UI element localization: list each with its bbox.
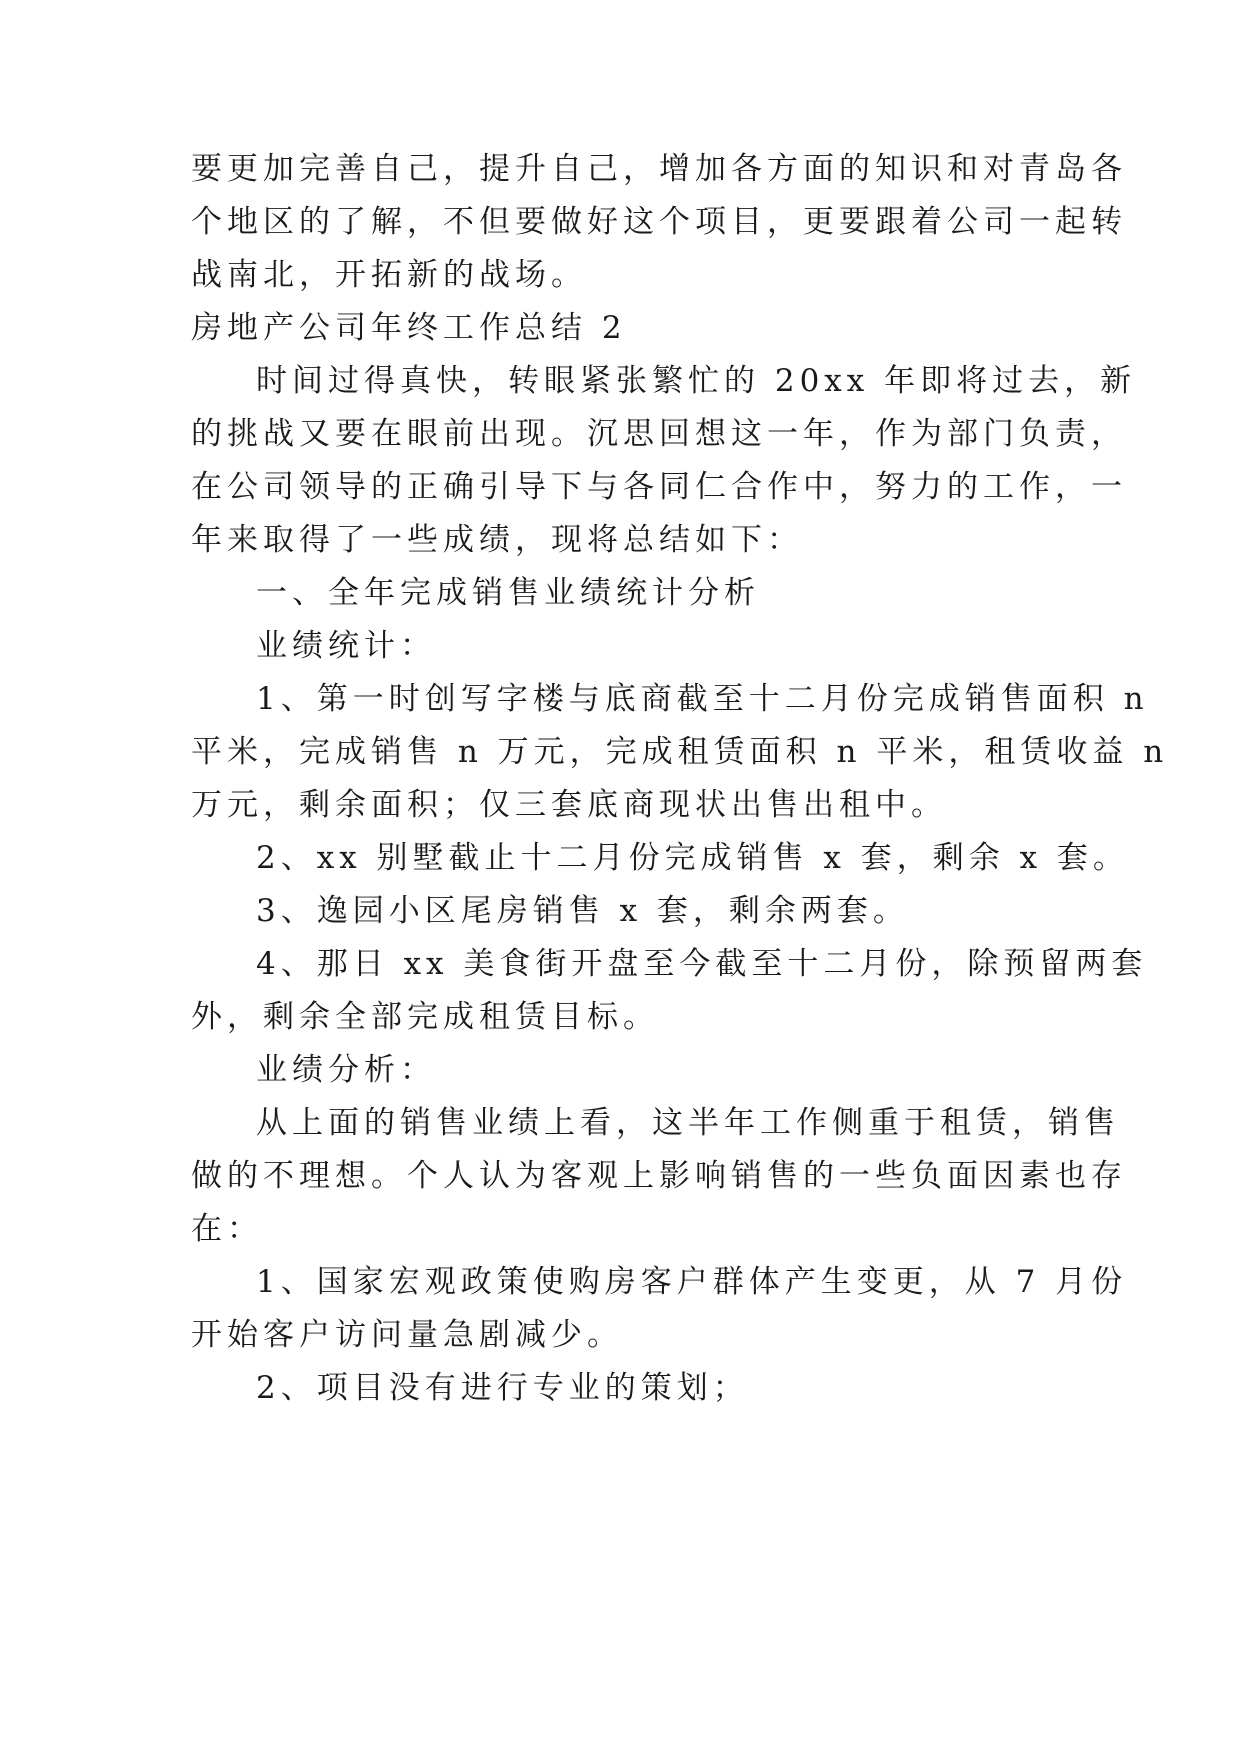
paragraph-line: 从上面的销售业绩上看，这半年工作侧重于租赁，销售 — [256, 1105, 1120, 1141]
list-item-line: 平米，完成销售 n 万元，完成租赁面积 n 平米，租赁收益 n — [191, 734, 1169, 770]
paragraph-line: 在公司领导的正确引导下与各同仁合作中，努力的工作，一 — [191, 469, 1127, 505]
paragraph-line: 时间过得真快，转眼紧张繁忙的 20xx 年即将过去，新 — [256, 363, 1137, 399]
list-item-line: 3、逸园小区尾房销售 x 套，剩余两套。 — [256, 893, 909, 929]
paragraph-line: 年来取得了一些成绩，现将总结如下： — [191, 522, 803, 558]
list-item-line: 1、第一时创写字楼与底商截至十二月份完成销售面积 n — [256, 681, 1149, 717]
paragraph-line: 要更加完善自己，提升自己，增加各方面的知识和对青岛各 — [191, 151, 1127, 187]
list-item-line: 开始客户访问量急剧减少。 — [191, 1317, 623, 1353]
list-item-line: 1、国家宏观政策使购房客户群体产生变更，从 7 月份 — [256, 1264, 1128, 1300]
section-heading: 房地产公司年终工作总结 2 — [191, 310, 627, 346]
subsection-label: 业绩分析： — [256, 1052, 436, 1088]
paragraph-line: 个地区的了解，不但要做好这个项目，更要跟着公司一起转 — [191, 204, 1127, 240]
paragraph-line: 做的不理想。个人认为客观上影响销售的一些负面因素也存 — [191, 1158, 1127, 1194]
list-item-line: 2、xx 别墅截止十二月份完成销售 x 套，剩余 x 套。 — [256, 840, 1129, 876]
list-item-line: 万元，剩余面积；仅三套底商现状出售出租中。 — [191, 787, 947, 823]
list-item-line: 4、那日 xx 美食街开盘至今截至十二月份，除预留两套 — [256, 946, 1148, 982]
subsection-heading: 一、全年完成销售业绩统计分析 — [256, 575, 760, 611]
list-item-line: 外，剩余全部完成租赁目标。 — [191, 999, 659, 1035]
paragraph-line: 战南北，开拓新的战场。 — [191, 257, 587, 293]
paragraph-line: 的挑战又要在眼前出现。沉思回想这一年，作为部门负责， — [191, 416, 1127, 452]
list-item-line: 2、项目没有进行专业的策划； — [256, 1370, 749, 1406]
paragraph-line: 在： — [191, 1211, 263, 1247]
subsection-label: 业绩统计： — [256, 628, 436, 664]
